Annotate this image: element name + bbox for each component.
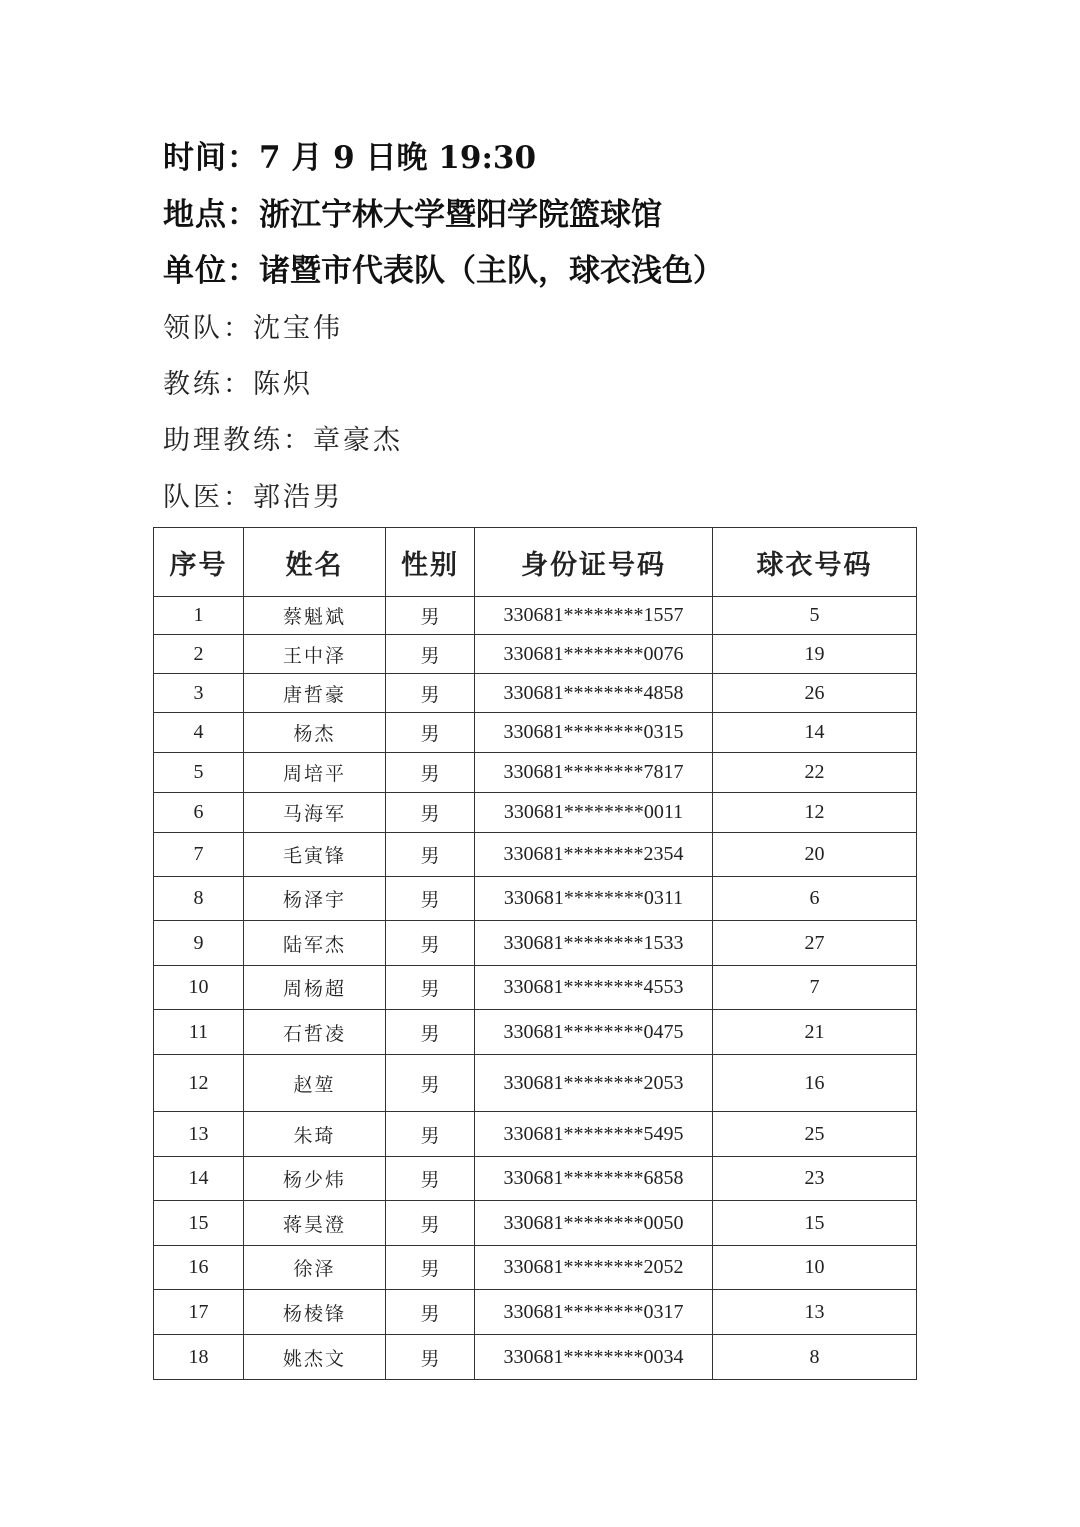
cell-sex: 男 bbox=[386, 635, 475, 674]
cell-id: 330681********0311 bbox=[475, 877, 713, 921]
roster-table bbox=[153, 527, 917, 1380]
cell-id: 330681********2052 bbox=[475, 1246, 713, 1290]
cell-jersey: 25 bbox=[713, 1112, 917, 1157]
cell-id: 330681********1557 bbox=[475, 597, 713, 635]
cell-no: 11 bbox=[154, 1010, 244, 1055]
table-row bbox=[154, 1290, 917, 1335]
cell-jersey: 5 bbox=[713, 597, 917, 635]
cell-sex: 男 bbox=[386, 1010, 475, 1055]
cell-no: 6 bbox=[154, 793, 244, 833]
assistant-coach-line bbox=[163, 423, 403, 459]
place-label: 地点： bbox=[163, 197, 259, 233]
time-label: 时间： bbox=[163, 140, 259, 176]
cell-jersey: 21 bbox=[713, 1010, 917, 1055]
cell-no: 10 bbox=[154, 966, 244, 1010]
doctor-value: 郭浩男 bbox=[253, 482, 343, 513]
cell-no: 7 bbox=[154, 833, 244, 877]
cell-name: 陆军杰 bbox=[244, 921, 386, 966]
coach-label: 教练： bbox=[163, 369, 253, 400]
cell-name: 杨少炜 bbox=[244, 1157, 386, 1201]
header-id: 身份证号码 bbox=[475, 528, 713, 597]
cell-jersey: 16 bbox=[713, 1055, 917, 1112]
cell-no: 12 bbox=[154, 1055, 244, 1112]
cell-sex: 男 bbox=[386, 1112, 475, 1157]
cell-jersey: 23 bbox=[713, 1157, 917, 1201]
cell-sex: 男 bbox=[386, 674, 475, 713]
cell-id: 330681********0050 bbox=[475, 1201, 713, 1246]
table-row bbox=[154, 1157, 917, 1201]
cell-name: 马海军 bbox=[244, 793, 386, 833]
cell-id: 330681********6858 bbox=[475, 1157, 713, 1201]
cell-name: 姚杰文 bbox=[244, 1335, 386, 1380]
cell-name: 朱琦 bbox=[244, 1112, 386, 1157]
cell-id: 330681********0475 bbox=[475, 1010, 713, 1055]
table-row bbox=[154, 793, 917, 833]
cell-no: 1 bbox=[154, 597, 244, 635]
table-row bbox=[154, 713, 917, 753]
cell-sex: 男 bbox=[386, 966, 475, 1010]
cell-jersey: 15 bbox=[713, 1201, 917, 1246]
cell-jersey: 19 bbox=[713, 635, 917, 674]
cell-no: 17 bbox=[154, 1290, 244, 1335]
unit-line bbox=[163, 251, 724, 291]
table-row bbox=[154, 921, 917, 966]
header-sex: 性别 bbox=[386, 528, 475, 597]
table-row bbox=[154, 1201, 917, 1246]
table-header-row bbox=[154, 528, 917, 597]
cell-jersey: 22 bbox=[713, 753, 917, 793]
cell-no: 13 bbox=[154, 1112, 244, 1157]
table-row bbox=[154, 1055, 917, 1112]
table-row bbox=[154, 877, 917, 921]
header-no: 序号 bbox=[154, 528, 244, 597]
cell-no: 2 bbox=[154, 635, 244, 674]
cell-no: 5 bbox=[154, 753, 244, 793]
cell-sex: 男 bbox=[386, 753, 475, 793]
place-value: 浙江宁林大学暨阳学院篮球馆 bbox=[259, 197, 662, 233]
table-row bbox=[154, 597, 917, 635]
coach-line bbox=[163, 367, 313, 403]
doctor-label: 队医： bbox=[163, 482, 253, 513]
time-line bbox=[163, 138, 536, 178]
cell-no: 9 bbox=[154, 921, 244, 966]
cell-sex: 男 bbox=[386, 1055, 475, 1112]
unit-value: 诸暨市代表队（主队，球衣浅色） bbox=[259, 253, 724, 289]
cell-name: 蒋昊澄 bbox=[244, 1201, 386, 1246]
cell-no: 4 bbox=[154, 713, 244, 753]
cell-name: 王中泽 bbox=[244, 635, 386, 674]
cell-id: 330681********7817 bbox=[475, 753, 713, 793]
coach-value: 陈炽 bbox=[253, 369, 313, 400]
table-body bbox=[154, 597, 917, 1380]
cell-no: 16 bbox=[154, 1246, 244, 1290]
cell-name: 周培平 bbox=[244, 753, 386, 793]
doctor-line bbox=[163, 480, 343, 516]
header-jersey: 球衣号码 bbox=[713, 528, 917, 597]
cell-jersey: 10 bbox=[713, 1246, 917, 1290]
cell-sex: 男 bbox=[386, 1335, 475, 1380]
cell-jersey: 14 bbox=[713, 713, 917, 753]
cell-sex: 男 bbox=[386, 793, 475, 833]
cell-id: 330681********4858 bbox=[475, 674, 713, 713]
cell-no: 15 bbox=[154, 1201, 244, 1246]
cell-sex: 男 bbox=[386, 1201, 475, 1246]
table-row bbox=[154, 674, 917, 713]
table-row bbox=[154, 966, 917, 1010]
cell-name: 唐哲豪 bbox=[244, 674, 386, 713]
cell-id: 330681********5495 bbox=[475, 1112, 713, 1157]
cell-no: 3 bbox=[154, 674, 244, 713]
cell-no: 14 bbox=[154, 1157, 244, 1201]
cell-no: 18 bbox=[154, 1335, 244, 1380]
time-value: 7 月 9 日晚 19:30 bbox=[259, 140, 537, 176]
assistant-coach-label: 助理教练： bbox=[163, 425, 313, 456]
header-name: 姓名 bbox=[244, 528, 386, 597]
cell-sex: 男 bbox=[386, 1157, 475, 1201]
cell-name: 赵堃 bbox=[244, 1055, 386, 1112]
cell-id: 330681********2053 bbox=[475, 1055, 713, 1112]
cell-id: 330681********2354 bbox=[475, 833, 713, 877]
cell-jersey: 7 bbox=[713, 966, 917, 1010]
cell-no: 8 bbox=[154, 877, 244, 921]
place-line bbox=[163, 195, 662, 235]
cell-id: 330681********1533 bbox=[475, 921, 713, 966]
assistant-coach-value: 章豪杰 bbox=[313, 425, 403, 456]
cell-sex: 男 bbox=[386, 877, 475, 921]
cell-name: 杨泽宇 bbox=[244, 877, 386, 921]
unit-label: 单位： bbox=[163, 253, 259, 289]
table-row bbox=[154, 753, 917, 793]
cell-id: 330681********0034 bbox=[475, 1335, 713, 1380]
cell-sex: 男 bbox=[386, 833, 475, 877]
leader-line bbox=[163, 311, 343, 347]
cell-name: 蔡魁斌 bbox=[244, 597, 386, 635]
cell-jersey: 13 bbox=[713, 1290, 917, 1335]
table-row bbox=[154, 1246, 917, 1290]
cell-jersey: 27 bbox=[713, 921, 917, 966]
cell-name: 徐泽 bbox=[244, 1246, 386, 1290]
cell-jersey: 6 bbox=[713, 877, 917, 921]
table-row bbox=[154, 1010, 917, 1055]
cell-jersey: 26 bbox=[713, 674, 917, 713]
cell-jersey: 12 bbox=[713, 793, 917, 833]
cell-name: 杨杰 bbox=[244, 713, 386, 753]
cell-name: 石哲凌 bbox=[244, 1010, 386, 1055]
table-row bbox=[154, 1335, 917, 1380]
cell-name: 周杨超 bbox=[244, 966, 386, 1010]
cell-id: 330681********4553 bbox=[475, 966, 713, 1010]
cell-sex: 男 bbox=[386, 1246, 475, 1290]
cell-sex: 男 bbox=[386, 921, 475, 966]
leader-label: 领队： bbox=[163, 313, 253, 344]
cell-name: 杨棱锋 bbox=[244, 1290, 386, 1335]
leader-value: 沈宝伟 bbox=[253, 313, 343, 344]
cell-jersey: 8 bbox=[713, 1335, 917, 1380]
cell-id: 330681********0076 bbox=[475, 635, 713, 674]
table-row bbox=[154, 1112, 917, 1157]
cell-id: 330681********0317 bbox=[475, 1290, 713, 1335]
cell-jersey: 20 bbox=[713, 833, 917, 877]
cell-sex: 男 bbox=[386, 597, 475, 635]
cell-sex: 男 bbox=[386, 1290, 475, 1335]
cell-sex: 男 bbox=[386, 713, 475, 753]
table-row bbox=[154, 635, 917, 674]
cell-name: 毛寅锋 bbox=[244, 833, 386, 877]
cell-id: 330681********0315 bbox=[475, 713, 713, 753]
cell-id: 330681********0011 bbox=[475, 793, 713, 833]
table-row bbox=[154, 833, 917, 877]
